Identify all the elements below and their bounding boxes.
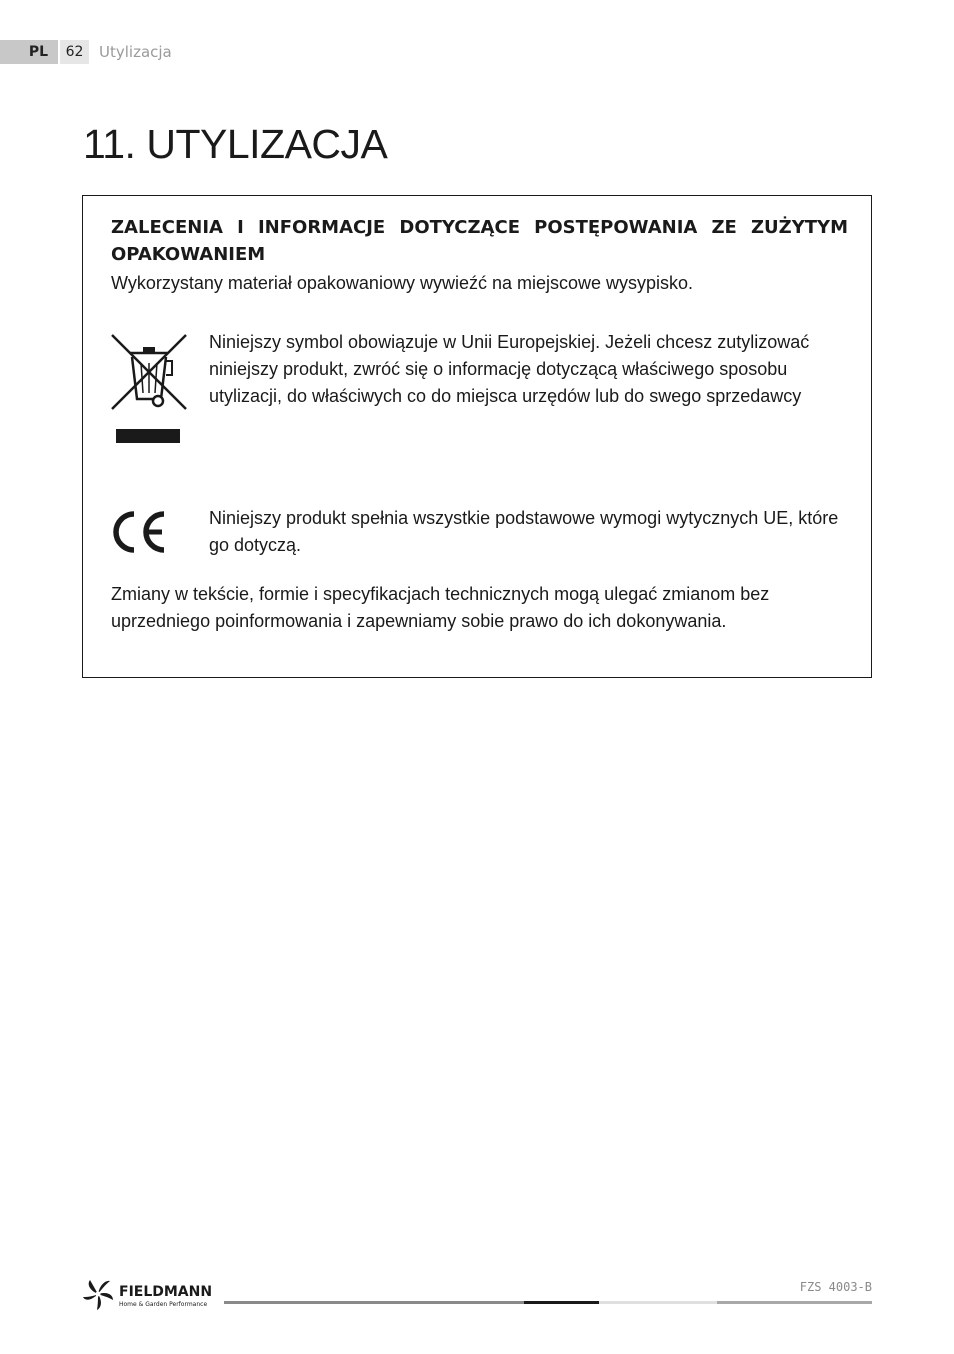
fieldmann-logo-icon xyxy=(82,1276,227,1314)
changes-disclaimer: Zmiany w tekście, formie i specyfikacjach technicznych mogą ulegać zmianom bez uprzedniego poinformowania i zapewniamy sobie prawo do ich dokonywania. xyxy=(111,584,770,631)
model-number: FZS 4003-B xyxy=(799,1280,872,1294)
footer-divider xyxy=(224,1301,524,1304)
footer-divider-light xyxy=(599,1301,717,1304)
footer-divider-end xyxy=(717,1301,872,1304)
disposal-info-box xyxy=(82,195,872,678)
ce-mark-icon xyxy=(110,510,168,554)
section-name: Utylizacja xyxy=(99,43,172,61)
page-number: 62 xyxy=(60,40,89,64)
packaging-text: Wykorzystany materiał opakowaniowy wywieźć na miejscowe wysypisko. xyxy=(111,273,694,293)
ce-text: Niniejszy produkt spełnia wszystkie podstawowe wymogi wytycznych UE, które go dotyczą. xyxy=(209,508,839,555)
footer-divider-accent xyxy=(524,1301,599,1304)
weee-crossed-bin-icon xyxy=(110,333,188,445)
language-badge: PL xyxy=(0,40,58,64)
packaging-heading: ZALECENIA I INFORMACJE DOTYCZĄCE POSTĘPOWANIA ZE ZUŻYTYM OPAKOWANIEM xyxy=(111,217,848,265)
brand-tagline: Home & Garden Performance xyxy=(119,1301,208,1308)
eu-symbol-text: Niniejszy symbol obowiązuje w Unii Europejskiej. Jeżeli chcesz zutylizować niniejszy produkt, zwróć się o informację dotyczącą właściwego sposobu utylizacji, do właściwych co do miejsca urzędów lub do swego sprzedawcy xyxy=(209,332,810,406)
brand-name: FIELDMANN xyxy=(119,1284,213,1300)
page-title: 11. UTYLIZACJA xyxy=(83,121,388,167)
